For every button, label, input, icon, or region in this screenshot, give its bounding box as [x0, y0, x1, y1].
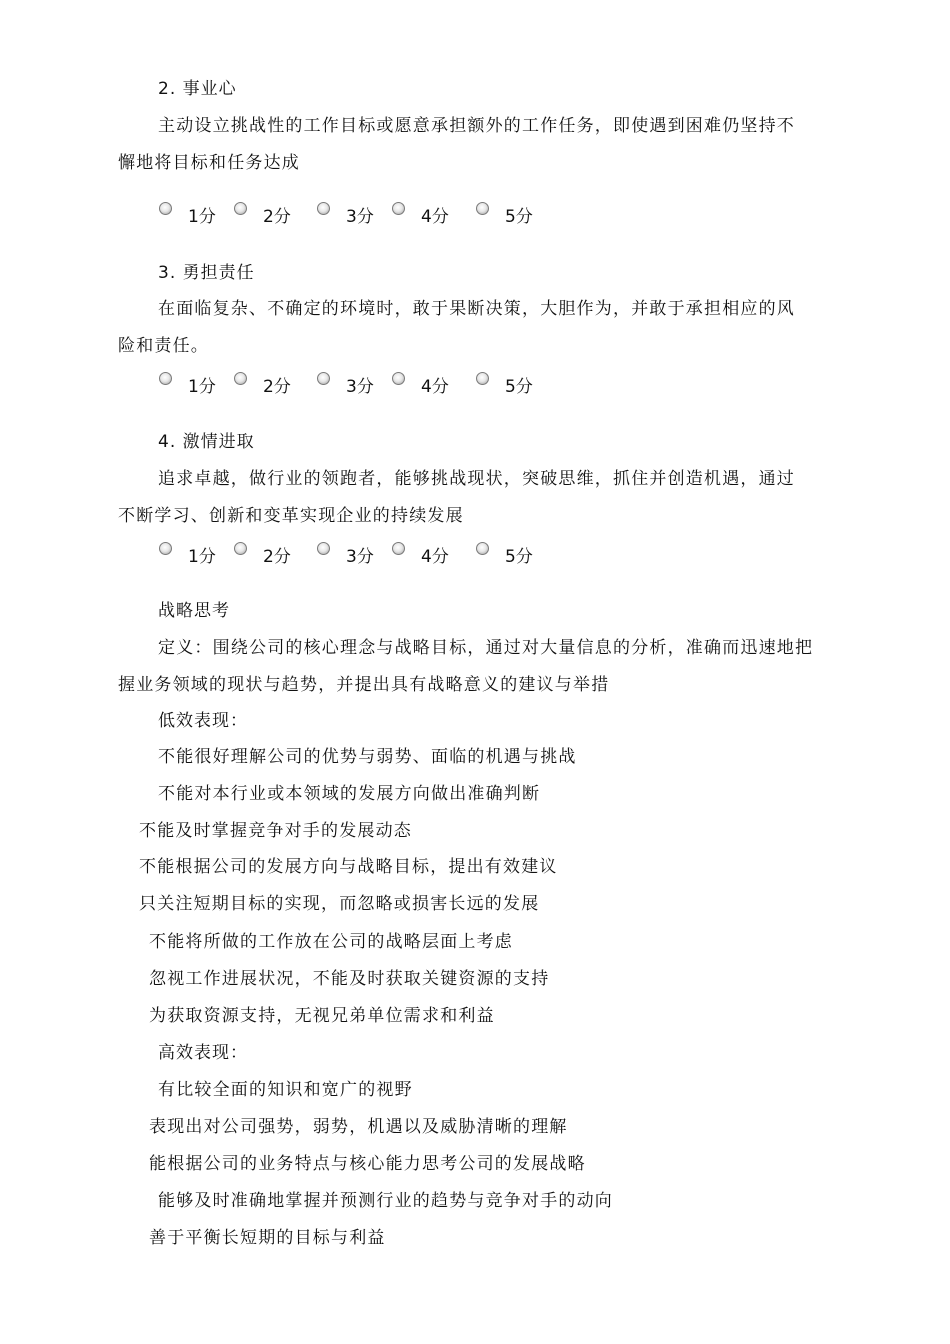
high-performance-item: 善于平衡长短期的目标与利益 — [149, 1228, 386, 1248]
question-3-description-cont: 险和责任。 — [118, 336, 209, 356]
low-performance-item: 不能根据公司的发展方向与战略目标，提出有效建议 — [139, 857, 558, 877]
high-performance-heading: 高效表现： — [158, 1043, 248, 1063]
high-performance-item: 表现出对公司强势，弱势，机遇以及威胁清晰的理解 — [149, 1117, 568, 1137]
low-performance-item: 只关注短期目标的实现，而忽略或损害长远的发展 — [139, 894, 540, 914]
radio-button[interactable] — [234, 372, 247, 385]
definition-text: 定义：围绕公司的核心理念与战略目标，通过对大量信息的分析，准确而迅速地把 — [158, 638, 814, 658]
low-performance-item: 忽视工作进展状况，不能及时获取关键资源的支持 — [149, 969, 550, 989]
low-performance-item: 不能对本行业或本领域的发展方向做出准确判断 — [158, 784, 541, 804]
radio-button[interactable] — [476, 372, 489, 385]
radio-button[interactable] — [392, 202, 405, 215]
low-performance-item: 为获取资源支持，无视兄弟单位需求和利益 — [149, 1006, 495, 1026]
low-performance-item: 不能将所做的工作放在公司的战略层面上考虑 — [149, 932, 513, 952]
radio-button[interactable] — [476, 202, 489, 215]
low-performance-heading: 低效表现： — [158, 711, 248, 731]
question-3-description: 在面临复杂、不确定的环境时，敢于果断决策，大胆作为，并敢于承担相应的风 — [158, 299, 795, 319]
high-performance-item: 能根据公司的业务特点与核心能力思考公司的发展战略 — [149, 1154, 586, 1174]
question-3-title: 3. 勇担责任 — [158, 263, 255, 283]
radio-button[interactable] — [317, 202, 330, 215]
radio-button[interactable] — [159, 202, 172, 215]
radio-button[interactable] — [159, 542, 172, 555]
definition-text-cont: 握业务领域的现状与趋势，并提出具有战略意义的建议与举措 — [118, 675, 610, 695]
question-4-description: 追求卓越，做行业的领跑者，能够挑战现状，突破思维，抓住并创造机遇，通过 — [158, 469, 795, 489]
high-performance-item: 有比较全面的知识和宽广的视野 — [158, 1080, 413, 1100]
question-2-description-cont: 懈地将目标和任务达成 — [118, 153, 300, 173]
question-2-title: 2. 事业心 — [158, 79, 237, 99]
high-performance-item: 能够及时准确地掌握并预测行业的趋势与竞争对手的动向 — [158, 1191, 613, 1211]
question-4-rating-group: 1分 2分 3分 4分 5分 — [0, 542, 950, 568]
radio-button[interactable] — [234, 542, 247, 555]
radio-button[interactable] — [476, 542, 489, 555]
question-4-title: 4. 激情进取 — [158, 432, 255, 452]
low-performance-item: 不能及时掌握竞争对手的发展动态 — [139, 821, 412, 841]
low-performance-item: 不能很好理解公司的优势与弱势、面临的机遇与挑战 — [158, 747, 577, 767]
section-title: 战略思考 — [158, 601, 230, 621]
question-4-description-cont: 不断学习、创新和变革实现企业的持续发展 — [118, 506, 464, 526]
question-2-rating-group: 1分 2分 3分 4分 5分 — [0, 202, 950, 228]
radio-button[interactable] — [234, 202, 247, 215]
question-2-description: 主动设立挑战性的工作目标或愿意承担额外的工作任务，即使遇到困难仍坚持不 — [158, 116, 795, 136]
radio-button[interactable] — [317, 542, 330, 555]
radio-button[interactable] — [317, 372, 330, 385]
radio-button[interactable] — [392, 372, 405, 385]
question-3-rating-group: 1分 2分 3分 4分 5分 — [0, 372, 950, 398]
radio-button[interactable] — [159, 372, 172, 385]
radio-button[interactable] — [392, 542, 405, 555]
